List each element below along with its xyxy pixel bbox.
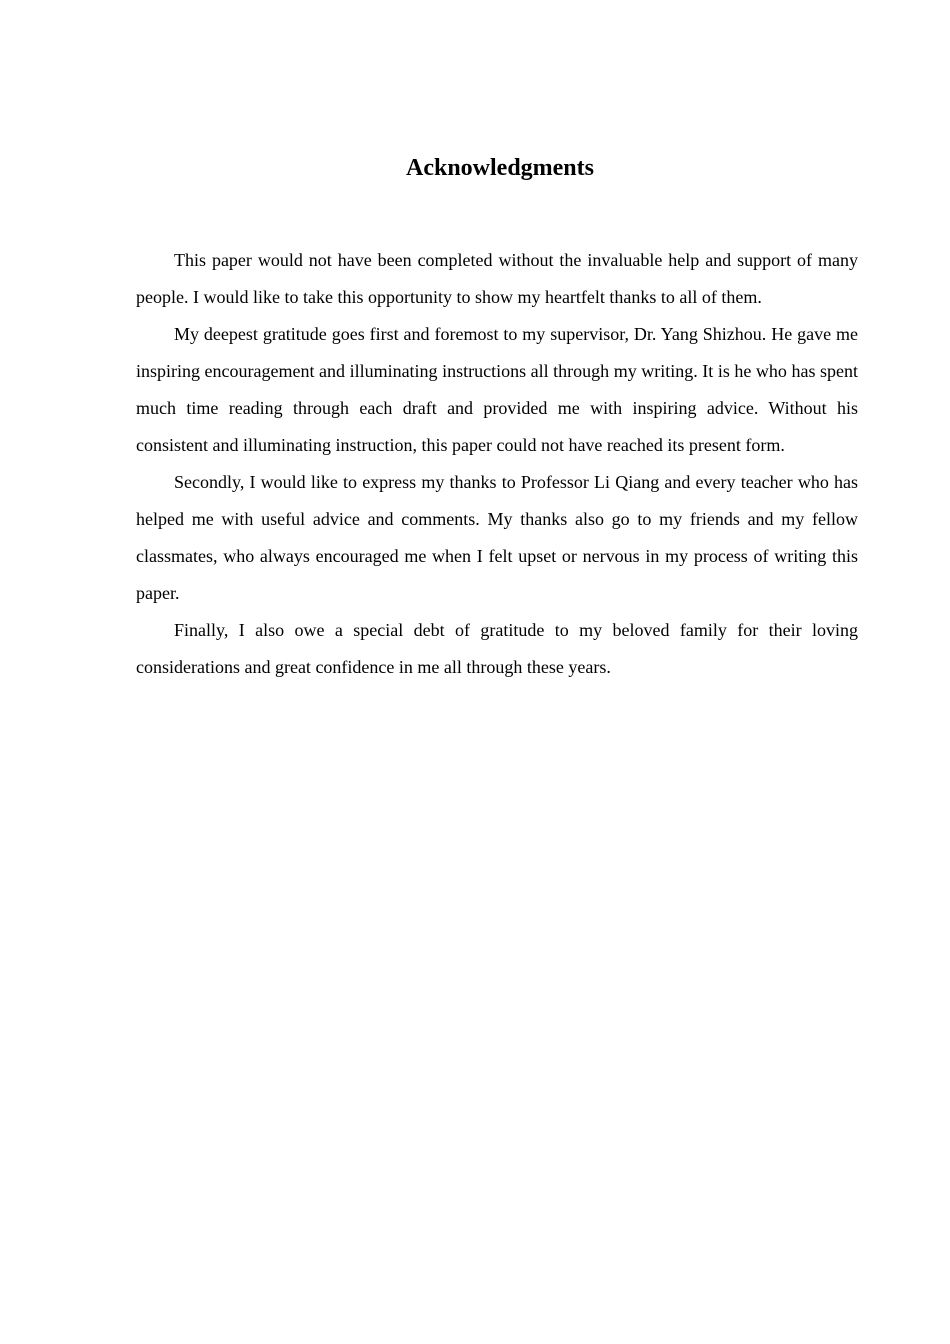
paragraph-1: This paper would not have been completed without the invaluable help and support of many people. I would like to take this opportunity to show my heartfelt thanks to all of them.: [136, 250, 858, 307]
paragraph-4: Finally, I also owe a special debt of gratitude to my beloved family for their loving considerations and great confidence in me all through these years.: [136, 620, 858, 677]
document-body: [136, 242, 858, 686]
paragraph-2: My deepest gratitude goes first and foremost to my supervisor, Dr. Yang Shizhou. He gave me inspiring encouragement and illuminating instructions all through my writing. It is he who has spent much time reading through each draft and provided me with inspiring advice. Without his consistent and illuminating instruction, this paper could not have reached its present form.: [136, 324, 858, 455]
page-title: Acknowledgments: [405, 155, 594, 181]
paragraph-3: Secondly, I would like to express my thanks to Professor Li Qiang and every teacher who has helped me with useful advice and comments. My thanks also go to my friends and my fellow classmates, who always encouraged me when I felt upset or nervous in my process of writing this paper.: [136, 472, 858, 603]
